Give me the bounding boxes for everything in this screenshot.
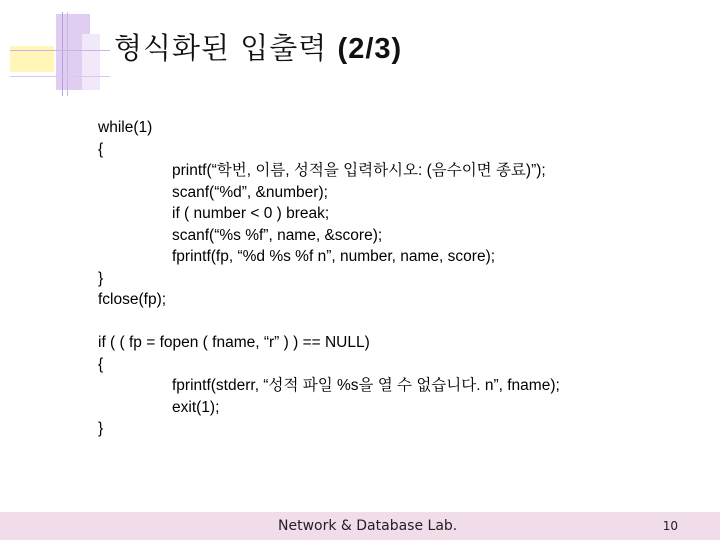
code-line: {: [98, 140, 104, 158]
code-line: }: [98, 269, 104, 287]
code-line: exit(1);: [172, 398, 220, 416]
code-line: fprintf(stderr, “성적 파일 %s을 열 수 없습니다. n”, fname);: [172, 377, 560, 394]
footer-lab-name: Network & Database Lab.: [278, 518, 458, 534]
slide-title-part: (2/3): [337, 33, 403, 65]
code-block: [98, 117, 560, 440]
code-line: while(1): [98, 119, 153, 136]
code-line: scanf(“%s %f”, name, &score);: [172, 226, 383, 244]
code-line: fclose(fp);: [98, 291, 167, 308]
footer-bar: [0, 512, 720, 540]
code-line: if ( ( fp = fopen ( fname, “r” ) ) == NULL): [98, 334, 370, 351]
slide-title: [114, 26, 402, 67]
code-line: }: [98, 420, 104, 437]
code-line: if ( number < 0 ) break;: [172, 205, 330, 222]
code-line: printf(“학번, 이름, 성적을 입력하시오: (음수이면 종료)”);: [172, 162, 546, 179]
page-number: 10: [662, 519, 678, 533]
code-line: scanf(“%d”, &number);: [172, 183, 328, 201]
code-blank-line: [98, 311, 560, 333]
code-line: {: [98, 355, 104, 373]
corner-decoration: [0, 0, 120, 100]
slide-title-text: 형식화된 입출력: [114, 31, 328, 65]
code-line: fprintf(fp, “%d %s %f n”, number, name, score);: [172, 248, 496, 265]
